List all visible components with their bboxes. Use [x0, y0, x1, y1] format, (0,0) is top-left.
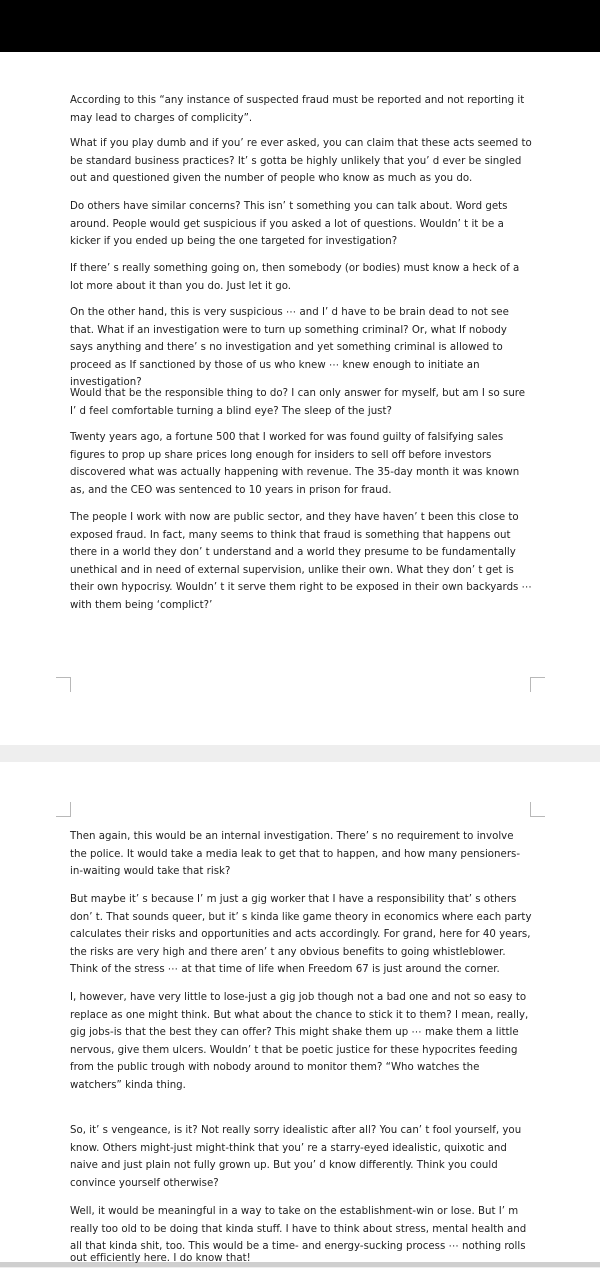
- document-page-1: [0, 52, 600, 745]
- paragraph: Do others have similar concerns? This isn’ t something you can talk about. Word gets around. People would get suspicious if you asked a lot of questions. Wouldn’ t it be a kicker if you ended up being the one targeted for investigation?: [70, 201, 508, 247]
- document-page-2: [0, 762, 600, 1267]
- margin-corner-mark: [56, 677, 71, 692]
- margin-corner-mark: [530, 677, 545, 692]
- paragraph: But maybe it’ s because I’ m just a gig worker that I have a responsibility that’ s others don’ t. That sounds queer, but it’ s kinda like game theory in economics where each party calculates their risks and opportunities and acts accordingly. For grand, here for 40 years, the risks are very high and there aren’ t any obvious benefits to going whistleblower. Think of the stress ⋯ at that time of life when Freedom 67 is just around the corner.: [70, 894, 532, 975]
- top-bar: [0, 0, 600, 52]
- paragraph: What if you play dumb and if you’ re ever asked, you can claim that these acts seemed to be standard business practices? It’ s gotta be highly unlikely that you’ d ever be singled out and questioned given the number of people who know as much as you do.: [70, 138, 532, 184]
- paragraph: According to this “any instance of suspected fraud must be reported and not reporting it may lead to charges of complicity”.: [70, 95, 525, 124]
- paragraph: If there’ s really something going on, then somebody (or bodies) must know a heck of a lot more about it than you do. Just let it go.: [70, 263, 520, 292]
- paragraph: The people I work with now are public sector, and they have haven’ t been this close to exposed fraud. In fact, many seems to think that fraud is something that happens out there in a world they don’ t understand and a world they presume to be fundamentally unethical and in need of external supervision, unlike their own. What they don’ t get is their own hypocrisy. Wouldn’ t it serve them right to be exposed in their own backyards ⋯ with them being ‘complict?’: [70, 512, 532, 611]
- paragraph: So, it’ s vengeance, is it? Not really sorry idealistic after all? You can’ t fool yourself, you know. Others might-just might-think that you’ re a starry-eyed idealistic, quixotic and naive and just plain not fully grown up. But you’ d know differently. Think you could convince yourself otherwise?: [70, 1125, 522, 1189]
- paragraph-partial: out efficiently here. I do know that!: [70, 1253, 251, 1264]
- paragraph: Twenty years ago, a fortune 500 that I worked for was found guilty of falsifying sales figures to prop up share prices long enough for insiders to sell off before investors discovered what was actually happening with revenue. The 35-day month it was known as, and the CEO was sentenced to 10 years in prison for fraud.: [70, 432, 520, 496]
- cut-off-text-line: [70, 1253, 530, 1267]
- paragraph: I, however, have very little to lose-just a gig job though not a bad one and not so easy to replace as one might think. But what about the chance to stick it to them? I mean, really, gig jobs-is that the best they can offer? This might shake them up ⋯ make them a little nervous, give them ulcers. Wouldn’ t that be poetic justice for these hypocrites feeding from the public trough with nobody around to monitor them? “Who watches the watchers” kinda thing.: [70, 992, 529, 1091]
- paragraph: Then again, this would be an internal investigation. There’ s no requirement to involve the police. It would take a media leak to get that to happen, and how many pensioners-in-waiting would take that risk?: [70, 831, 521, 877]
- margin-corner-mark: [530, 802, 545, 817]
- paragraph: On the other hand, this is very suspicious ⋯ and I’ d have to be brain dead to not see that. What if an investigation were to turn up something criminal? Or, what If nobody says anything and there’ s no investigation and yet something criminal is allowed to proceed as If sanctioned by those of us who knew ⋯ knew enough to initiate an investigation?: [70, 307, 509, 388]
- paragraph: Well, it would be meaningful in a way to take on the establishment-win or lose. But I’ m really too old to be doing that kinda stuff. I have to think about stress, mental health and all that kinda shit, too. This would be a time- and energy-sucking process ⋯ nothing rolls: [70, 1206, 527, 1252]
- paragraph: Would that be the responsible thing to do? I can only answer for myself, but am I so sure I’ d feel comfortable turning a blind eye? The sleep of the just?: [70, 388, 526, 417]
- margin-corner-mark: [56, 802, 71, 817]
